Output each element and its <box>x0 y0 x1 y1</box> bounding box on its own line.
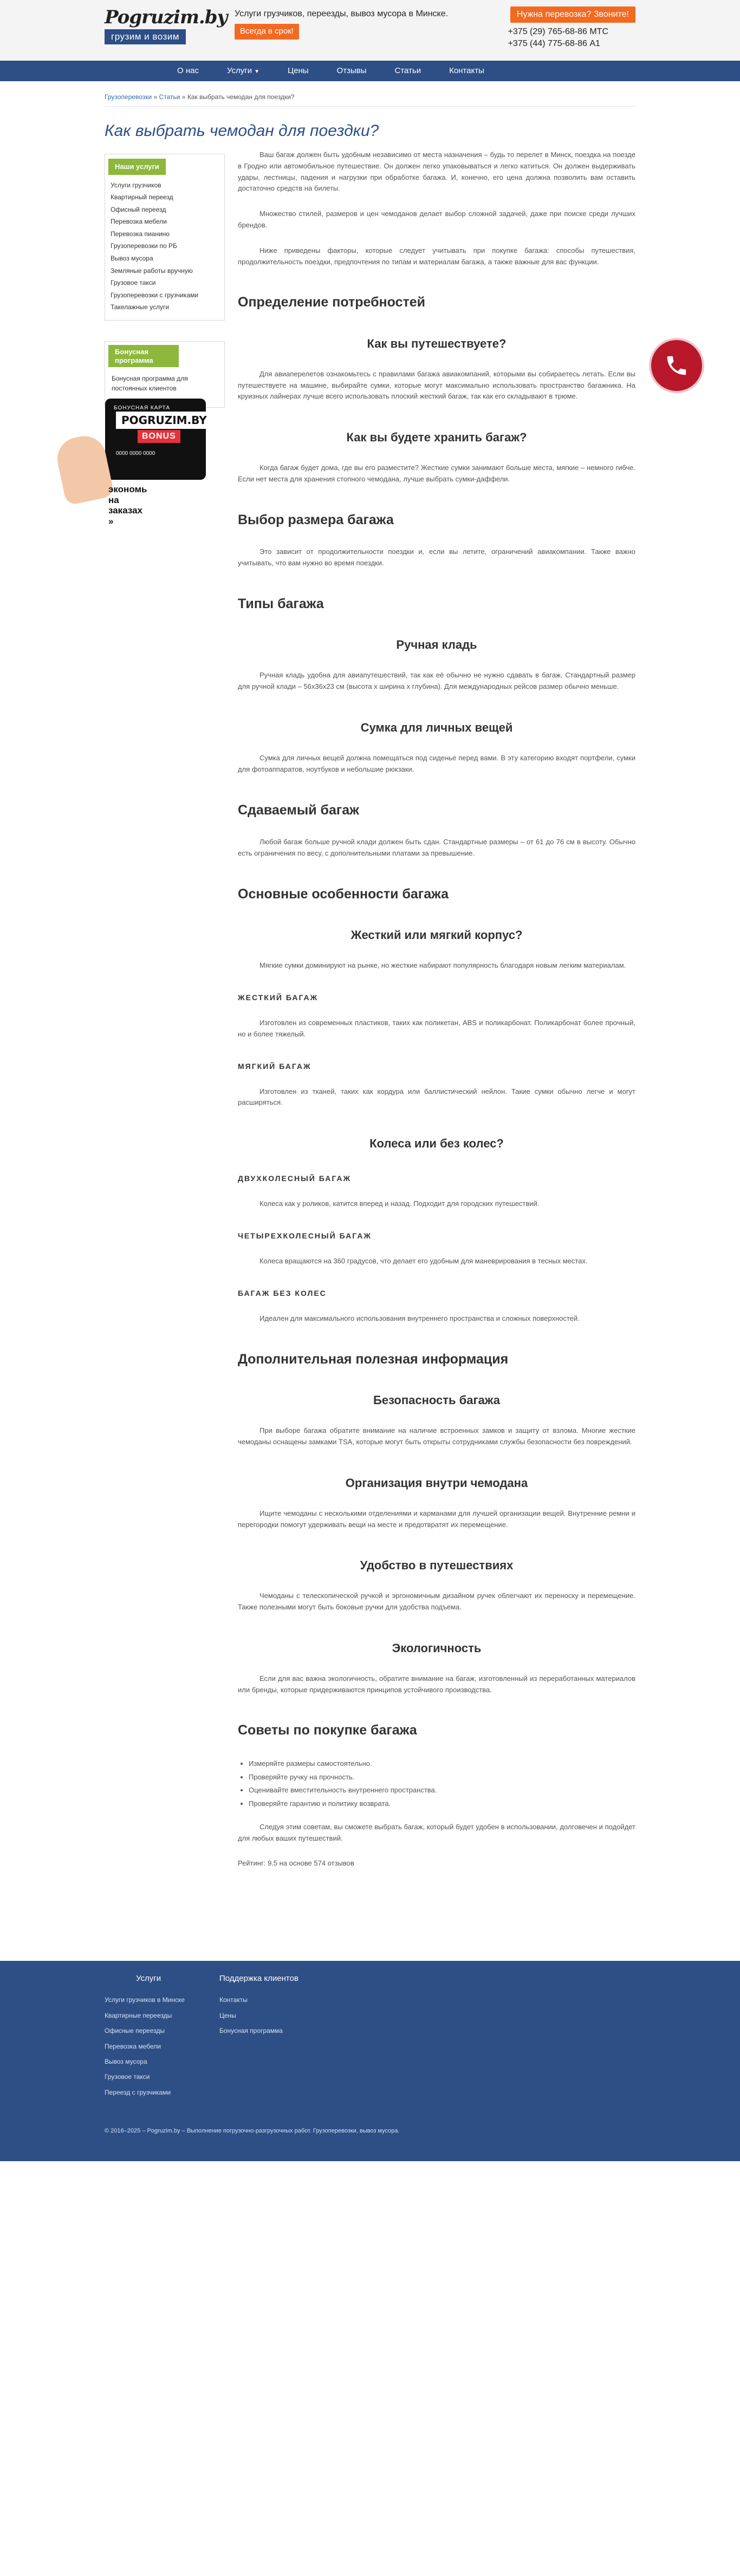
footer-link[interactable]: Переезд с грузчиками <box>105 2088 171 2096</box>
article-paragraph: Множество стилей, размеров и цен чемоданов делает выбор сложной задачей, даже при поиске среди лучших брендов. <box>238 210 635 229</box>
subsection-heading: Безопасность багажа <box>373 1393 501 1407</box>
nav-item-about[interactable]: О нас <box>177 66 199 75</box>
tips-list <box>238 1757 635 1811</box>
sidebar-service-link[interactable]: Вывоз мусора <box>111 255 153 263</box>
sidebar-service-link[interactable]: Квартирный переезд <box>111 193 173 201</box>
breadcrumb <box>105 92 635 107</box>
article-paragraph: Когда багаж будет дома, где вы его разместите? Жесткие сумки занимают больше места, мягкие – немного гибче. Если нет места для хранения стопного чемодана, лучше выбрать сумки-даффели. <box>238 464 635 484</box>
sidebar-service-link[interactable]: Грузовое такси <box>111 279 156 287</box>
footer-column-title: Услуги <box>136 1973 161 1983</box>
bonus-card-bonus: BONUS <box>138 430 180 443</box>
footer-link[interactable]: Контакты <box>219 1996 248 2004</box>
site-logo[interactable] <box>105 6 228 44</box>
bonus-box <box>105 341 225 526</box>
logo-title: Pogruzim.by <box>105 6 228 28</box>
bonus-box-title: Бонусная программа <box>108 345 179 367</box>
page-title: Как выбрать чемодан для поездки? <box>105 122 379 140</box>
services-box <box>105 154 225 321</box>
subsection-heading: Организация внутри чемодана <box>345 1476 528 1490</box>
article-paragraph: Любой багаж больше ручной клади должен быть сдан. Стандартные размеры – от 61 до 76 см в высоту. Обычно есть ограничения по весу, с дополнительными платами за превышение. <box>238 838 635 857</box>
bonus-card-image <box>105 399 206 480</box>
article-paragraph: Следуя этим советам, вы сможете выбрать багаж, который будет удобен в использовании, долговечен и подойдет для любых ваших путешествий. <box>238 1822 635 1842</box>
article-paragraph: Это зависит от продолжительности поездки и, если вы летите, ограничений авиакомпании. Также важно учитывать, что вам нужно во время поездки. <box>238 547 635 568</box>
subsection-heading: Удобство в путешествиях <box>360 1558 514 1573</box>
section-heading: Дополнительная полезная информация <box>238 1351 509 1367</box>
chevron-down-icon: ▼ <box>254 69 260 75</box>
footer-link[interactable]: Вывоз мусора <box>105 2057 147 2065</box>
breadcrumb-sep: » <box>153 93 158 101</box>
article-paragraph: Ручная кладь удобна для авиапутешествий, так как её обычно не нужно сдавать в багаж. Стандартный размер для ручной клади – 56x36x23 см (высота x ширина x глубина). Для международных рейсов размер обычно меньше. <box>238 671 635 691</box>
phone-a1-link[interactable]: +375 (44) 775-68-86 A1 <box>508 39 600 48</box>
sidebar-service-link[interactable]: Грузоперевозки по РБ <box>111 242 177 250</box>
site-header <box>0 0 740 61</box>
nav-item-articles[interactable]: Статьи <box>394 66 421 75</box>
article-paragraph: Изготовлен из тканей, таких как кордура или баллистический нейлон. Такие сумки обычно легче и могут расширяться. <box>238 1087 635 1107</box>
subsection-heading: Сумка для личных вещей <box>360 721 513 735</box>
footer-link[interactable]: Услуги грузчиков в Минске <box>105 1996 185 2004</box>
article-paragraph: Ниже приведены факторы, которые следует учитывать при покупке багажа: способы путешествия, продолжительность поездки, предпочтения по типам и материалам багажа, а также важные для вас функции. <box>238 246 635 266</box>
sidebar <box>105 149 225 526</box>
article-paragraph: Ваш багаж должен быть удобным независимо от места назначения – будь то перелет в Минск, поездка на поезде в Гродно или автомобильное путешествие. Он должен легко упаковываться и легко катиться. Он должен выдерживать удары, лестницы, падения и нагрузки при обработке багажа. И, конечно, его цена должна позволить вам оставить достаточно средств на билеты. <box>238 151 635 193</box>
sidebar-service-link[interactable]: Такелажные услуги <box>111 303 170 311</box>
article-paragraph: Ищите чемоданы с несколькими отделениями и карманами для лучшей организации вещей. Внутренние ремни и перегородки помогут удерживать вещи на месте и предотвратят их перемещение. <box>238 1509 635 1529</box>
list-item: • Оценивайте вместительность внутреннего пространства. <box>249 1784 635 1797</box>
article-paragraph: Колеса вращаются на 360 градусов, что делает его удобным для маневрирования в тесных местах. <box>259 1257 588 1266</box>
section-heading: Определение потребностей <box>238 295 426 310</box>
main-nav <box>0 61 740 81</box>
subsection-heading: Ручная кладь <box>396 638 477 652</box>
section-heading: Типы багажа <box>238 596 324 611</box>
section-heading: Выбор размера багажа <box>238 512 394 527</box>
nav-item-services[interactable] <box>213 61 274 82</box>
article-paragraph: При выборе багажа обратите внимание на наличие встроенных замков и защиту от взлома. Многие жесткие чемоданы оснащены замками TSA, которые могут быть открыты сотрудниками службы безопасности без повреждений. <box>238 1426 635 1446</box>
footer-link[interactable]: Бонусная программа <box>219 2027 283 2035</box>
sidebar-service-link[interactable]: Грузоперевозки с грузчиками <box>111 291 198 299</box>
breadcrumb-articles[interactable]: Статьи <box>159 93 180 101</box>
article-paragraph: Изготовлен из современных пластиков, таких как поликетан, ABS и поликарбонат. Поликарбонат более прочный, но и более тяжелый. <box>238 1019 635 1038</box>
always-on-time-badge: Всегда в срок! <box>235 24 299 40</box>
breadcrumb-current: Как выбрать чемодан для поездки? <box>187 93 295 101</box>
footer-link[interactable]: Грузовое такси <box>105 2073 150 2081</box>
services-list <box>105 179 224 314</box>
call-cta-button[interactable]: Нужна перевозка? Звоните! <box>510 6 635 23</box>
article-paragraph: Идеален для максимального использования внутреннего пространства и сложных поверхностей. <box>259 1314 580 1322</box>
section-heading: Советы по покупке багажа <box>238 1723 417 1738</box>
list-item: • Проверяйте гарантию и политику возврата. <box>249 1797 635 1811</box>
header-tagline: Услуги грузчиков, переезды, вывоз мусора в Минске. <box>235 9 449 18</box>
footer-link[interactable]: Цены <box>219 2011 236 2019</box>
sidebar-service-link[interactable]: Офисный переезд <box>111 205 166 213</box>
list-item: • Измеряйте размеры самостоятельно. <box>249 1757 635 1771</box>
minor-heading: ЧЕТЫРЕХКОЛЕСНЫЙ БАГАЖ <box>238 1231 372 1241</box>
footer-column-title: Поддержка клиентов <box>219 1973 298 1983</box>
article-paragraph: Мягкие сумки доминируют на рынке, но жесткие набирают популярность благодаря новым легким материалам. <box>259 961 626 970</box>
subsection-heading: Жесткий или мягкий корпус? <box>350 928 523 942</box>
logo-subtitle: грузим и возим <box>105 29 186 44</box>
footer-link[interactable]: Офисные переезды <box>105 2027 165 2035</box>
footer-link[interactable]: Квартирные переезды <box>105 2011 172 2019</box>
article-paragraph: Сумка для личных вещей должна помещаться под сиденье перед вами. В эту категорию входят портфели, сумки для фотоаппаратов, ноутбуков и небольшие рюкзаки. <box>238 754 635 773</box>
minor-heading: ДВУХКОЛЕСНЫЙ БАГАЖ <box>238 1174 352 1183</box>
footer-link[interactable]: Перевозка мебели <box>105 2042 161 2050</box>
phone-mts-link[interactable]: +375 (29) 765-68-86 МТС <box>508 27 608 36</box>
services-box-title: Наши услуги <box>108 159 166 175</box>
bonus-card-label: БОНУСНАЯ КАРТА <box>114 405 171 412</box>
bonus-card-name: POGRUZIM.BY <box>116 412 212 429</box>
section-heading: Основные особенности багажа <box>238 886 449 902</box>
bonus-box-text: Бонусная программа для постоянных клиентов <box>112 375 188 393</box>
article-paragraph: Для авиаперелетов ознакомьтесь с правилами багажа авиакомпаний, которыми вы собираетесь летать. Если вы путешествуете на машине, выбирайте сумки, которые могут максимально использовать пространство багажника. На круизных лайнерах лучше всего использовать плоский жесткий багаж, так как его складывают в трюме. <box>238 369 635 401</box>
list-item: • Проверяйте ручку на прочность. <box>249 1771 635 1784</box>
minor-heading: МЯГКИЙ БАГАЖ <box>238 1061 311 1071</box>
copyright-text: © 2016–2025 – Pogruzim.by – Выполнение погрузочно-разгрузочных работ. Грузоперевозки, вывоз мусора. <box>105 2127 400 2134</box>
floating-call-button[interactable] <box>651 340 702 391</box>
breadcrumb-home[interactable]: Грузоперевозки <box>105 93 152 101</box>
site-footer <box>0 1961 740 2161</box>
subsection-heading: Колеса или без колес? <box>369 1137 504 1151</box>
sidebar-service-link[interactable]: Перевозка мебели <box>111 218 167 226</box>
nav-item-contacts[interactable]: Контакты <box>449 66 484 75</box>
minor-heading: ЖЕСТКИЙ БАГАЖ <box>238 993 319 1002</box>
article-paragraph: Чемоданы с телескопической ручкой и эргономичным дизайном ручек облегчают их переноску и перемещение. Также полезными могут быть боковые ручки для удобства подъема. <box>238 1592 635 1612</box>
sidebar-service-link[interactable]: Услуги грузчиков <box>111 181 161 189</box>
phone-icon <box>664 353 689 378</box>
article-body <box>238 149 635 1880</box>
bonus-caption: экономь на заказах » <box>108 484 147 526</box>
rating-text: Рейтинг: 9.5 на основе 574 отзывов <box>238 1859 354 1868</box>
footer-support-column <box>219 1973 298 2041</box>
bonus-card-number: 0000 0000 0000 <box>116 451 155 457</box>
article-paragraph: Если для вас важна экологичность, обратите внимание на багаж, изготовленный из переработанных материалов или бренды, которые придерживаются принципов устойчивого производства. <box>238 1674 635 1694</box>
footer-services-column <box>105 1973 185 2102</box>
section-heading: Сдаваемый багаж <box>238 802 359 818</box>
subsection-heading: Как вы путешествуете? <box>367 336 507 350</box>
nav-services-label: Услуги <box>226 66 252 75</box>
article-paragraph: Колеса как у роликов, катится вперед и назад. Подходит для городских путешествий. <box>259 1199 540 1208</box>
sidebar-service-link[interactable]: Земляные работы вручную <box>111 266 193 275</box>
sidebar-service-link[interactable]: Перевозка пианино <box>111 230 170 238</box>
minor-heading: БАГАЖ БЕЗ КОЛЕС <box>238 1288 327 1297</box>
nav-item-reviews[interactable]: Отзывы <box>336 66 367 75</box>
nav-item-prices[interactable]: Цены <box>288 66 309 75</box>
header-phones <box>508 26 608 50</box>
breadcrumb-sep: » <box>181 93 186 101</box>
subsection-heading: Экологичность <box>392 1641 482 1655</box>
subsection-heading: Как вы будете хранить багаж? <box>346 431 527 445</box>
